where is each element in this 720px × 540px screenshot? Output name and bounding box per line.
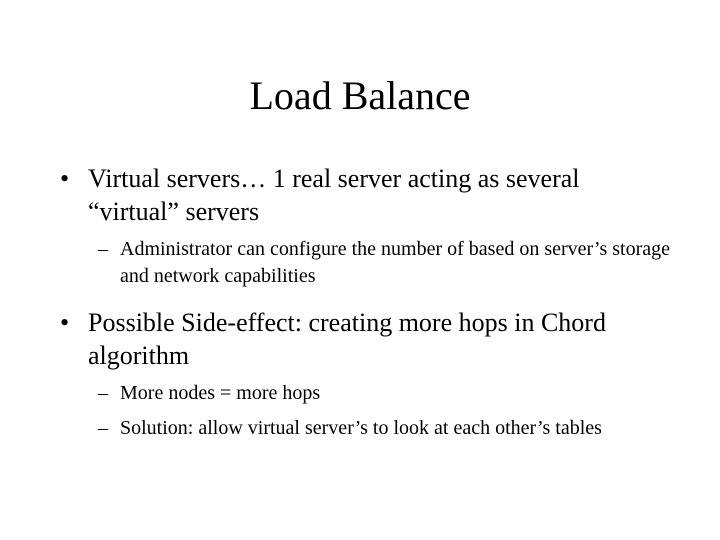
bullet-marker: •	[60, 308, 70, 337]
bullet-marker: •	[60, 164, 70, 193]
sub-bullet-item	[98, 236, 670, 290]
bullet-text: Possible Side-effect: creating more hops in Chord algorithm	[88, 308, 606, 370]
sub-bullet-marker: –	[98, 382, 108, 404]
slide-title: Load Balance	[249, 73, 471, 118]
sub-bullet-text: Administrator can configure the number of based on server’s storage and network capabilities	[120, 238, 671, 287]
sub-bullet-text: More nodes = more hops	[120, 382, 321, 404]
sub-bullet-item	[98, 380, 670, 407]
slide-body	[60, 162, 670, 442]
sub-bullet-text: Solution: allow virtual server’s to look at each other’s tables	[120, 417, 602, 439]
bullet-text: Virtual servers… 1 real server acting as several “virtual” servers	[88, 164, 580, 226]
sub-bullet-marker: –	[98, 238, 108, 260]
sub-bullet-marker: –	[98, 417, 108, 439]
bullet-item	[60, 162, 670, 228]
bullet-item	[60, 306, 670, 372]
sub-bullet-item	[98, 415, 670, 442]
